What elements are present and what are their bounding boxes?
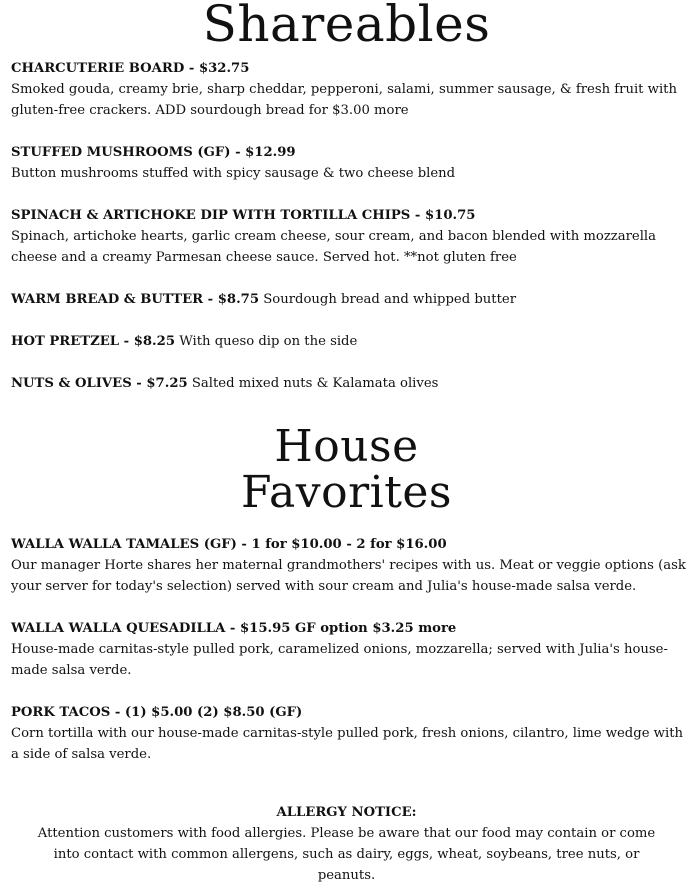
menu-item-walla-walla-quesadilla: [11, 618, 687, 681]
item-description: Our manager Horte shares her maternal grandmothers' recipes with us. Meat or veggie options (ask your server for today's selection) served with sour cream and Julia's house-made salsa verde.: [11, 558, 686, 594]
menu-item-hot-pretzel: [11, 331, 687, 352]
house-favorites-heading-line2: Favorites: [240, 467, 453, 518]
item-description: Corn tortilla with our house-made carnitas-style pulled pork, fresh onions, cilantro, lime wedge with a side of salsa verde.: [11, 726, 683, 762]
menu-item-walla-walla-tamales: [11, 534, 687, 597]
menu-item-spinach-artichoke-dip: [11, 205, 687, 268]
menu-item-pork-tacos: [11, 702, 687, 765]
shareables-heading: Shareables: [202, 0, 491, 53]
item-description: House-made carnitas-style pulled pork, caramelized onions, mozzarella; served with Julia's house-made salsa verde.: [11, 642, 668, 678]
item-name: WARM BREAD & BUTTER - $8.75: [11, 292, 260, 307]
item-name: WALLA WALLA TAMALES (GF) - 1 for $10.00 - 2 for $16.00: [11, 537, 447, 552]
house-favorites-heading-line1: House: [274, 421, 419, 472]
menu-item-stuffed-mushrooms: [11, 142, 687, 184]
menu-item-warm-bread-butter: [11, 289, 687, 310]
menu-item-nuts-olives: [11, 373, 687, 394]
item-name: HOT PRETZEL - $8.25: [11, 334, 175, 349]
allergy-notice: [0, 802, 693, 886]
allergy-notice-title: ALLERGY NOTICE:: [276, 805, 417, 820]
item-description: Sourdough bread and whipped butter: [263, 292, 517, 307]
item-description: With queso dip on the side: [179, 334, 358, 349]
allergy-notice-text: Attention customers with food allergies. Please be aware that our food may contain or come into contact with common allergens, such as dairy, eggs, wheat, soybeans, tree nuts, or peanuts.: [37, 826, 656, 883]
item-name: WALLA WALLA QUESADILLA - $15.95 GF option $3.25 more: [11, 621, 457, 636]
item-description: Smoked gouda, creamy brie, sharp cheddar, pepperoni, salami, summer sausage, & fresh fruit with gluten-free crackers. ADD sourdough bread for $3.00 more: [11, 82, 677, 118]
item-description: Salted mixed nuts & Kalamata olives: [191, 376, 439, 391]
item-name: NUTS & OLIVES - $7.25: [11, 376, 188, 391]
item-name: SPINACH & ARTICHOKE DIP WITH TORTILLA CHIPS - $10.75: [11, 208, 476, 223]
item-description: Spinach, artichoke hearts, garlic cream cheese, sour cream, and bacon blended with mozzarella cheese and a creamy Parmesan cheese sauce. Served hot. **not gluten free: [11, 229, 657, 265]
item-name: STUFFED MUSHROOMS (GF) - $12.99: [11, 145, 296, 160]
item-name: CHARCUTERIE BOARD - $32.75: [11, 61, 250, 76]
item-description: Button mushrooms stuffed with spicy sausage & two cheese blend: [11, 166, 456, 181]
item-name: PORK TACOS - (1) $5.00 (2) $8.50 (GF): [11, 705, 303, 720]
house-favorites-heading: [0, 421, 693, 518]
menu-item-charcuterie-board: [11, 58, 687, 121]
